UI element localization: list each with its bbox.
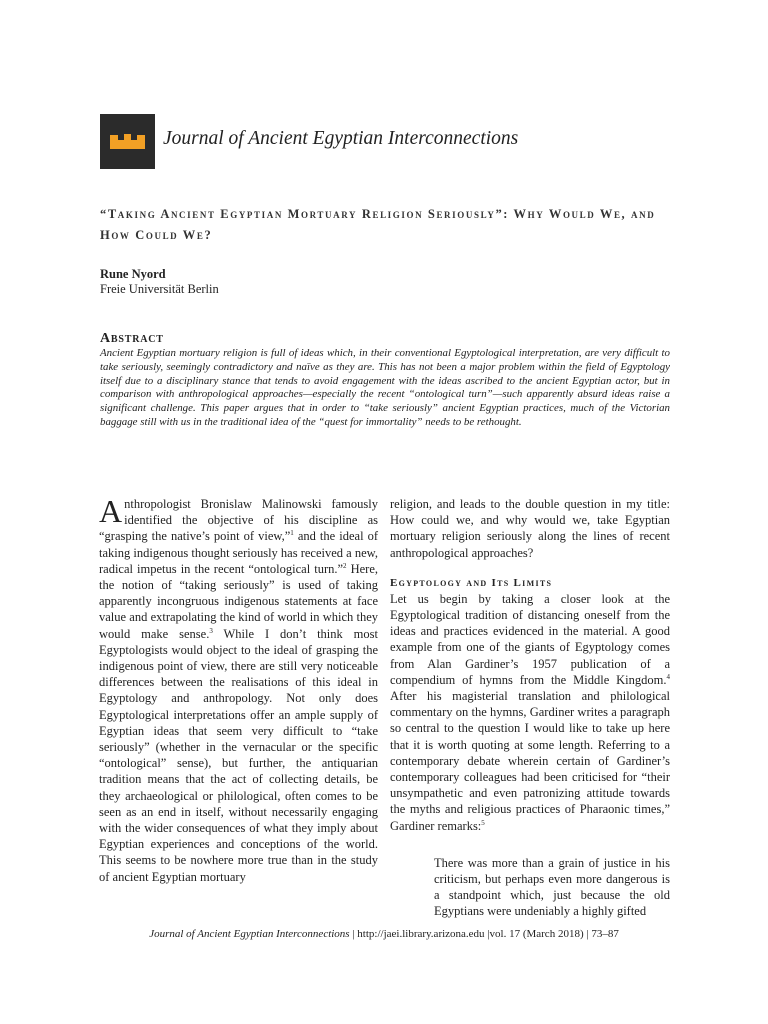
crown-logo-icon [100,114,155,169]
footnote-ref-3[interactable]: 3 [209,626,213,635]
footer-separator: | [583,928,592,940]
footnote-ref-2[interactable]: 2 [343,561,347,570]
article-title: “Taking Ancient Egyptian Mortuary Religion Seriously”: Why Would We, and How Could We? [100,207,656,242]
drop-cap: A [99,493,123,529]
journal-logo [100,114,155,169]
paragraph-2 [390,591,670,834]
abstract-text: Ancient Egyptian mortuary religion is full of ideas which, in their conventional Egyptological interpretation, are very difficult to take seriously, seemingly contradictory and naïve as they are. This has not been a major problem within the field of Egyptology itself due to a disciplinary stance that tends to avoid engagement with the ideas ascribed to the ancient Egyptian actor, but in comparison with anthropological approaches—especially the recent “ontological turn”—such apparently absurd ideas raise a significant challenge. This paper argues that in order to “take seriously” ancient Egyptian practices, much of the Victorian baggage still with us in the traditional idea of the “quest for immortality” needs to be rethought. [100,347,670,428]
footer-journal: Journal of Ancient Egyptian Interconnections [149,928,350,940]
paragraph-1-text: nthropologist Bronislaw Malinowski famously identified the objective of his discipline as “grasping the native’s point of view,” [99,497,378,544]
paragraph-1-text: While I don’t think most Egyptologists would object to the ideal of grasping the indigenous point of view, there are still very noticeable differences between the realisations of this ideal in Egyptology and anthropology. Not only does Egyptological interpretations offer an ample supply of Egyptian ideas that seem very difficult to “take seriously” (whether in the vernacular or the specific “ontological” sense), but further, the antiquarian tradition means that the act of collecting details, be they archaeological or philological, often comes to be seen as an end in itself, without necessarily engaging with the wider consequences of what they imply about Egyptian experiences and conceptions of the world. This seems to be nowhere more true than in the study of ancient Egyptian mortuary [99,626,378,884]
paragraph-2-text: Let us begin by taking a closer look at the Egyptological tradition of distancing oneself from the ideas and practices evidenced in the material. A good example from one of the giants of Egyptology comes from Alan Gardiner’s 1957 publication of a compendium of hymns from the Middle Kingdom. [390,591,670,687]
footer-separator: | [484,928,490,940]
footnote-ref-1[interactable]: 1 [290,529,294,538]
footer-url-link[interactable]: http://jaei.library.arizona.edu [357,928,485,940]
footnote-ref-5[interactable]: 5 [481,818,485,827]
abstract-heading: Abstract [100,331,164,346]
author-name: Rune Nyord [100,267,166,281]
footnote-ref-4[interactable]: 4 [666,672,670,681]
author-affiliation: Freie Universität Berlin [100,282,219,296]
footer-pages: 73–87 [591,928,619,940]
block-quote: There was more than a grain of justice in his criticism, but perhaps even more dangerous is a standpoint which, just because the old Egyptians were undeniably a highly gifted [434,855,670,919]
paragraph-1-text: and the ideal of taking indigenous thought seriously has received a new, radical impetus in the recent “ontological turn.” [99,529,379,576]
paragraph-2-text: After his magisterial translation and philological commentary on the hymns, Gardiner writes a paragraph so central to the question I would like to take up here that it is worth quoting at some length. Referring to a contemporary debate wherein certain of Gardiner’s contemporary colleagues had been criticised for “their unsympathetic and even patronizing attitude towards the myths and religious practices of Pharaonic times,” Gardiner remarks: [390,689,670,833]
footer-volume: vol. 17 (March 2018) [489,928,584,940]
body-column-right [390,496,670,920]
page-footer [0,928,768,940]
journal-title: Journal of Ancient Egyptian Interconnections [163,128,519,149]
footer-separator: | [349,928,358,940]
paragraph-1-continued: religion, and leads to the double question in my title: How could we, and why would we, take Egyptian mortuary religion seriously along the lines of recent anthropological approaches? [390,497,670,560]
paragraph-1-text: Here, the notion of “taking seriously” is used of taking apparently incongruous indigenous statements at face value and extrapolating the kind of world in which they would make sense. [99,561,378,641]
section-heading: Egyptology and Its Limits [390,576,553,589]
body-column-left [99,493,379,885]
